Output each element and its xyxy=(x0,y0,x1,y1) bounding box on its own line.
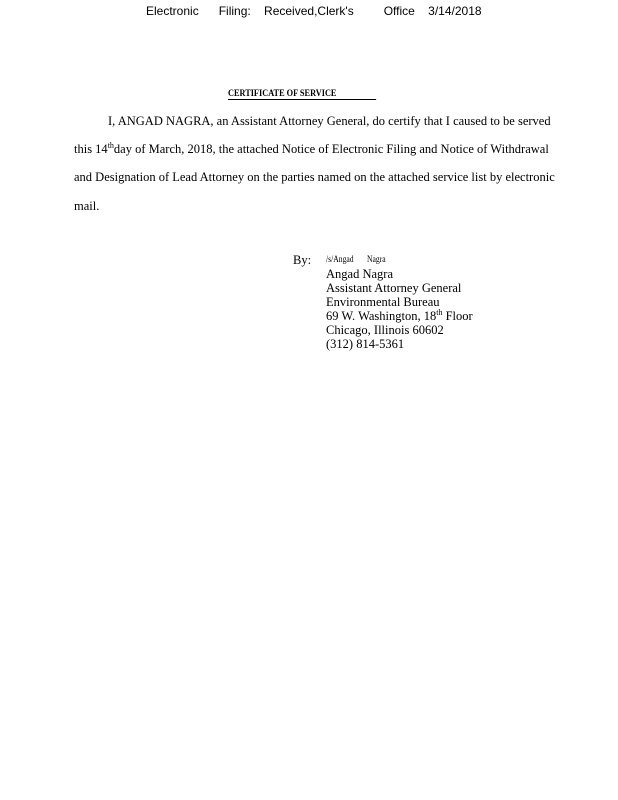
street-address-post: Floor xyxy=(442,309,473,323)
signer-city: Chicago, Illinois 60602 xyxy=(326,323,444,337)
street-address-sup: th xyxy=(436,307,443,317)
certificate-line-2-post: day of March, 2018, the attached Notice of Electronic Filing and Notice of Withdrawal xyxy=(113,142,549,156)
by-label: By: xyxy=(293,253,312,267)
street-address-pre: 69 W. Washington, 18 xyxy=(326,309,437,323)
certificate-line-2-sup: th xyxy=(107,140,114,150)
signer-street-address xyxy=(326,309,473,323)
efiling-header: Electronic Filing: Received,Clerk's Office 3/14/2018 xyxy=(146,4,482,18)
certificate-line-2-pre: this 14 xyxy=(74,142,108,156)
signer-name: Angad Nagra xyxy=(326,267,393,281)
certificate-line-1: I, ANGAD NAGRA, an Assistant Attorney General, do certify that I caused to be served xyxy=(108,114,551,128)
signature-block xyxy=(326,267,473,351)
certificate-line-3: and Designation of Lead Attorney on the parties named on the attached service list by electronic xyxy=(74,170,555,184)
signer-title: Assistant Attorney General xyxy=(326,281,462,295)
certificate-line-2 xyxy=(74,141,614,157)
signer-bureau: Environmental Bureau xyxy=(326,295,440,309)
electronic-signature: /s/Angad Nagra xyxy=(326,254,386,264)
signer-phone: (312) 814-5361 xyxy=(326,337,405,351)
certificate-title: CERTIFICATE OF SERVICE xyxy=(228,88,376,100)
certificate-line-4: mail. xyxy=(74,199,100,213)
